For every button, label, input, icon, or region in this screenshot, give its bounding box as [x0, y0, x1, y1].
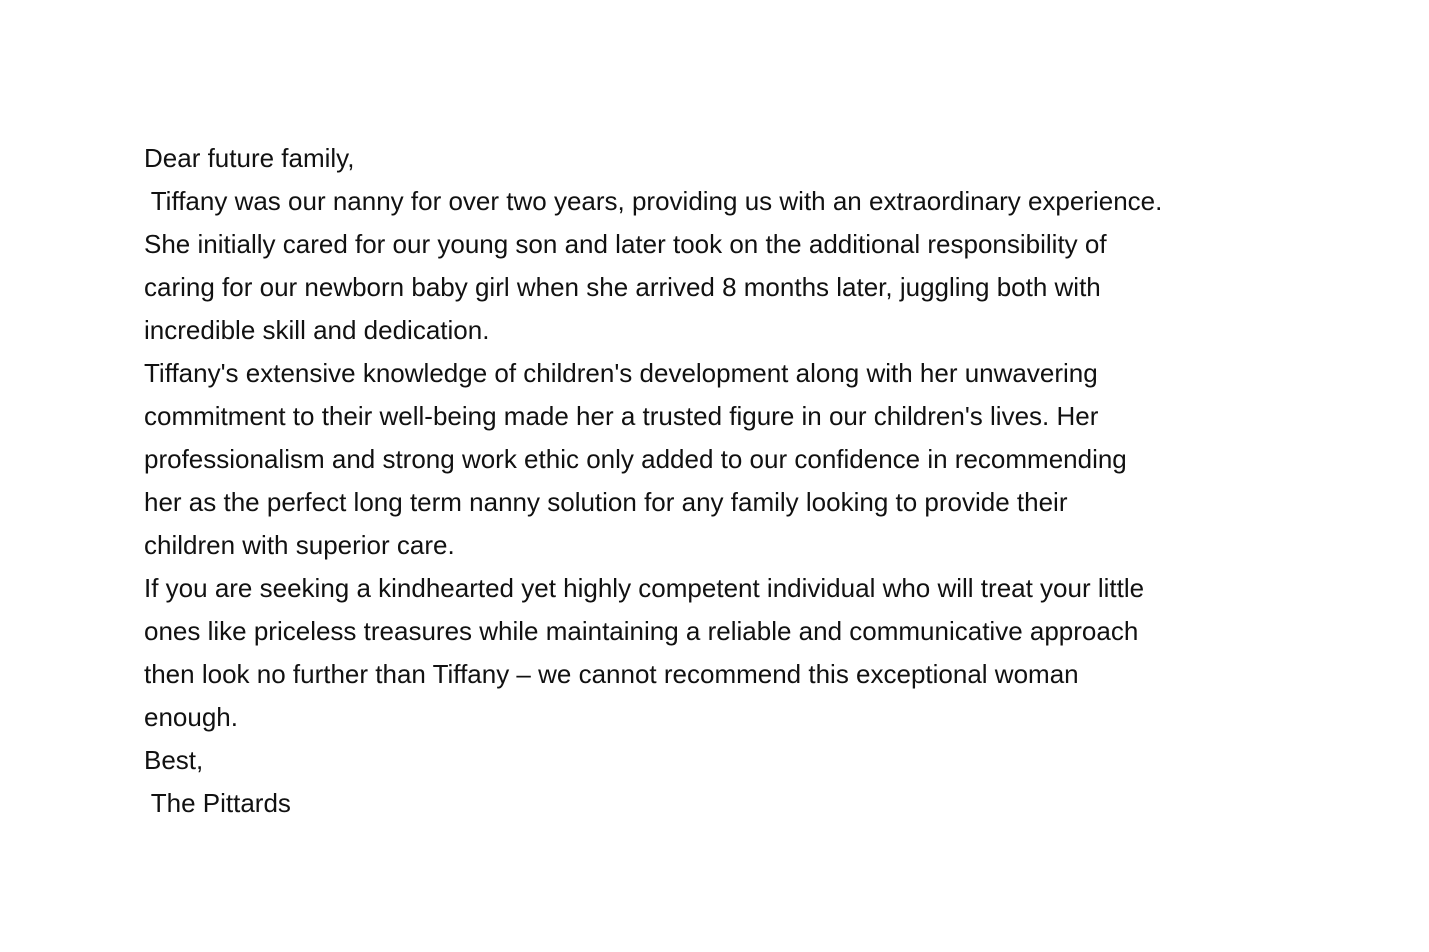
paragraph-line: Tiffany was our nanny for over two years, providing us with an extraordinary experience.	[144, 186, 1163, 216]
paragraph-line: Tiffany's extensive knowledge of children's development along with her unwavering	[144, 358, 1098, 388]
closing: Best,	[144, 745, 204, 775]
paragraph-qualities	[144, 352, 1344, 567]
paragraph-line: her as the perfect long term nanny solution for any family looking to provide their	[144, 487, 1068, 517]
paragraph-line: incredible skill and dedication.	[144, 315, 490, 345]
paragraph-recommendation	[144, 567, 1344, 739]
signature: The Pittards	[144, 788, 291, 818]
paragraph-line: ones like priceless treasures while maintaining a reliable and communicative approach	[144, 616, 1139, 646]
paragraph-line: If you are seeking a kindhearted yet highly competent individual who will treat your little	[144, 573, 1145, 603]
salutation: Dear future family,	[144, 143, 355, 173]
paragraph-line: then look no further than Tiffany – we cannot recommend this exceptional woman	[144, 659, 1079, 689]
paragraph-line: commitment to their well-being made her a trusted figure in our children's lives. Her	[144, 401, 1099, 431]
paragraph-line: enough.	[144, 702, 238, 732]
recommendation-letter	[144, 137, 1344, 825]
paragraph-line: caring for our newborn baby girl when she arrived 8 months later, juggling both with	[144, 272, 1101, 302]
paragraph-intro	[144, 180, 1344, 352]
paragraph-line: children with superior care.	[144, 530, 455, 560]
paragraph-line: She initially cared for our young son and later took on the additional responsibility of	[144, 229, 1107, 259]
paragraph-line: professionalism and strong work ethic only added to our confidence in recommending	[144, 444, 1127, 474]
